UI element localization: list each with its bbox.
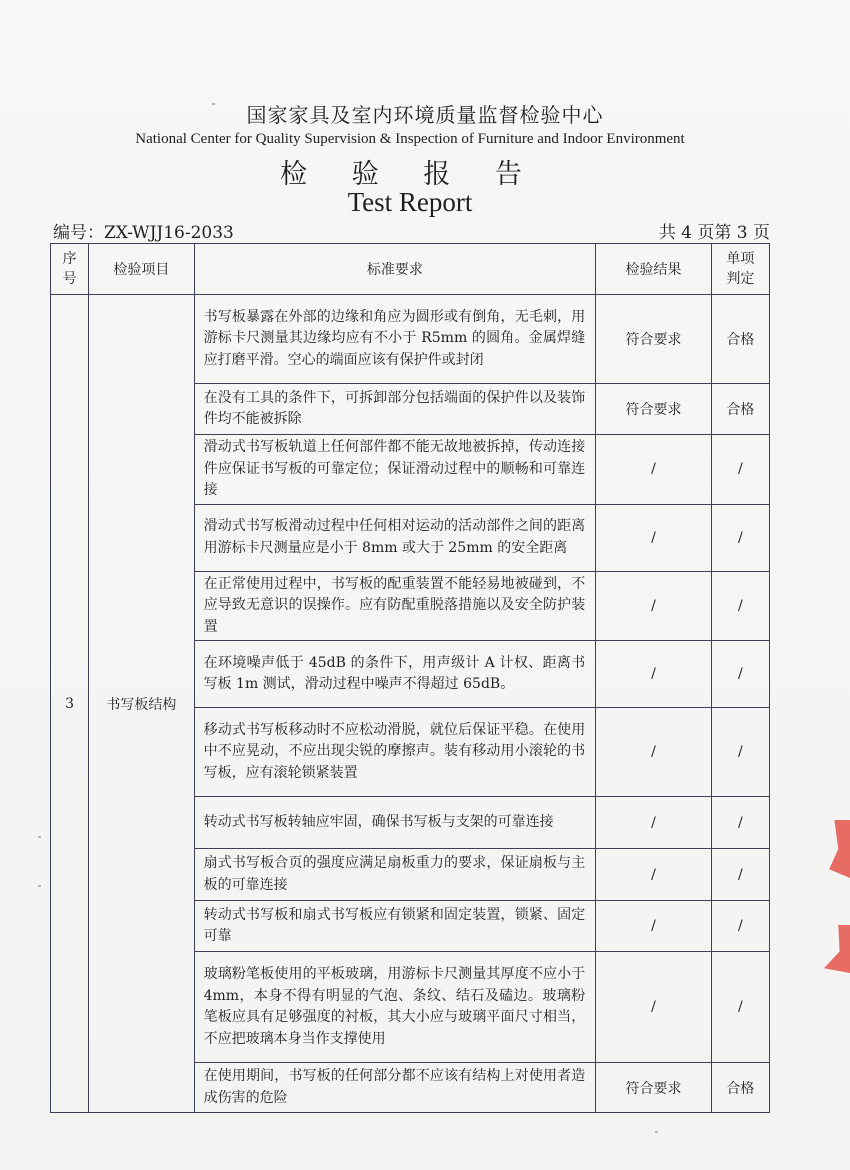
result-cell: 符合要求	[596, 295, 711, 384]
requirement-cell: 滑动式书写板轨道上任何部件都不能无故地被拆掉，传动连接件应保证书写板的可靠定位；保证滑动过程中的顺畅和可靠连接	[194, 435, 596, 505]
organization-name-en: National Center for Quality Supervision & Inspection of Furniture and Indoor Environment	[135, 131, 685, 147]
result-cell: /	[596, 504, 711, 571]
result-cell: 符合要求	[596, 384, 711, 435]
report-number	[53, 218, 234, 243]
group-item: 书写板结构	[89, 295, 194, 1113]
result-cell: /	[596, 641, 711, 708]
judgement-cell: /	[711, 435, 769, 505]
judgement-cell: /	[711, 641, 769, 708]
result-cell: /	[596, 571, 711, 641]
result-cell: /	[596, 901, 711, 952]
judgement-cell: /	[711, 849, 769, 901]
judgement-cell: /	[711, 952, 769, 1063]
group-seq: 3	[51, 295, 89, 1113]
result-cell: /	[596, 952, 711, 1063]
requirement-cell: 书写板暴露在外部的边缘和角应为圆形或有倒角，无毛刺，用游标卡尺测量其边缘均应有不小于 R5mm 的圆角。金属焊缝应打磨平滑。空心的端面应该有保护件或封闭	[194, 295, 596, 384]
report-title-cn: 检 验 报 告	[280, 159, 540, 190]
judgement-cell: /	[711, 571, 769, 641]
page-info: 共 4 页第 3 页	[658, 223, 770, 243]
result-cell: /	[596, 435, 711, 505]
requirement-cell: 滑动式书写板滑动过程中任何相对运动的活动部件之间的距离用游标卡尺测量应是小于 8mm 或大于 25mm 的安全距离	[194, 504, 596, 571]
requirement-cell: 转动式书写板转轴应牢固，确保书写板与支架的可靠连接	[194, 797, 596, 849]
header-result: 检验结果	[596, 244, 711, 295]
judgement-cell: 合格	[711, 295, 769, 384]
requirement-cell: 在环境噪声低于 45dB 的条件下，用声级计 A 计权、距离书写板 1m 测试，滑动过程中噪声不得超过 65dB。	[194, 641, 596, 708]
header-judgement	[711, 244, 769, 295]
table-row	[51, 295, 770, 384]
organization-name-cn: 国家家具及室内环境质量监督检验中心	[246, 103, 604, 127]
header-seq	[51, 244, 89, 295]
judgement-cell: /	[711, 901, 769, 952]
header-seq-label: 序号	[62, 251, 77, 287]
requirement-cell: 扇式书写板合页的强度应满足扇板重力的要求，保证扇板与主板的可靠连接	[194, 849, 596, 901]
report-number-label: 编号：	[53, 223, 104, 243]
scan-speck	[38, 836, 41, 838]
requirement-cell: 转动式书写板和扇式书写板应有锁紧和固定装置，锁紧、固定可靠	[194, 901, 596, 952]
scan-speck	[655, 1131, 658, 1133]
inspection-table	[50, 243, 770, 1113]
report-title-en: Test Report	[347, 187, 473, 217]
requirement-cell: 在没有工具的条件下，可拆卸部分包括端面的保护件以及装饰件均不能被拆除	[194, 384, 596, 435]
red-stamp-fragment-lower	[824, 925, 850, 973]
header-judgement-label: 单项判定	[726, 251, 755, 287]
requirement-cell: 在正常使用过程中，书写板的配重装置不能轻易地被碰到，不应导致无意识的误操作。应有防配重脱落措施以及安全防护装置	[194, 571, 596, 641]
requirement-cell: 在使用期间，书写板的任何部分都不应该有结构上对使用者造成伤害的危险	[194, 1063, 596, 1113]
requirement-cell: 玻璃粉笔板使用的平板玻璃，用游标卡尺测量其厚度不应小于 4mm，本身不得有明显的气泡、条纹、结石及磕边。玻璃粉笔板应具有足够强度的衬板，其大小应与玻璃平面尺寸相当，不应把玻璃本身当作支撑使用	[194, 952, 596, 1063]
result-cell: /	[596, 849, 711, 901]
scan-speck	[38, 885, 41, 887]
judgement-cell: /	[711, 797, 769, 849]
red-stamp-fragment-upper	[824, 820, 850, 878]
header-item: 检验项目	[89, 244, 194, 295]
scan-speck	[212, 103, 215, 105]
requirement-cell: 移动式书写板移动时不应松动滑脱，就位后保证平稳。在使用中不应晃动，不应出现尖锐的摩擦声。装有移动用小滚轮的书写板，应有滚轮锁紧装置	[194, 708, 596, 797]
result-cell: 符合要求	[596, 1063, 711, 1113]
table-header-row	[51, 244, 770, 295]
result-cell: /	[596, 797, 711, 849]
judgement-cell: /	[711, 504, 769, 571]
judgement-cell: 合格	[711, 1063, 769, 1113]
judgement-cell: 合格	[711, 384, 769, 435]
judgement-cell: /	[711, 708, 769, 797]
report-number-value: ZX-WJJ16-2033	[104, 223, 234, 243]
result-cell: /	[596, 708, 711, 797]
header-requirement: 标准要求	[194, 244, 596, 295]
